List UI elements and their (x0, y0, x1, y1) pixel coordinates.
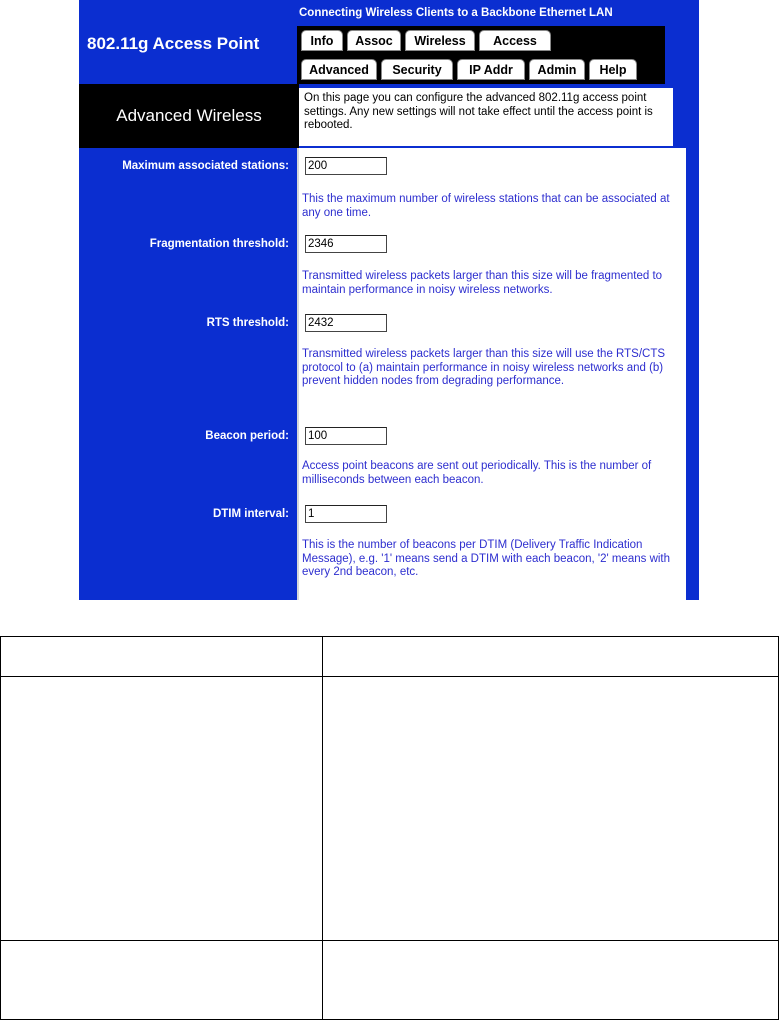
dtim-interval-desc: This is the number of beacons per DTIM (Delivery Traffic Indication Message), e.g. '1' means send a DTIM with each beacon, '2' means with every 2nd beacon, etc. (302, 539, 671, 579)
table-rule (322, 636, 323, 1020)
max-stations-input[interactable] (305, 157, 387, 175)
fragmentation-threshold-input[interactable] (305, 235, 387, 253)
dtim-interval-label: DTIM interval: (212, 508, 289, 520)
tab-wireless[interactable]: Wireless (405, 30, 475, 51)
tab-admin[interactable]: Admin (529, 59, 585, 80)
app-title: 802.11g Access Point (87, 34, 260, 53)
tab-ip-addr[interactable]: IP Addr (457, 59, 525, 80)
tab-info[interactable]: Info (301, 30, 343, 51)
access-point-config-panel (79, 0, 699, 600)
section-title-bar (79, 84, 299, 148)
rts-threshold-input[interactable] (305, 314, 387, 332)
beacon-period-desc: Access point beacons are sent out periodically. This is the number of milliseconds between each beacon. (302, 460, 652, 486)
rts-threshold-desc: Transmitted wireless packets larger than this size will use the RTS/CTS protocol to (a) maintain performance in noisy wireless networks and (b) prevent hidden nodes from degrading performance. (302, 348, 666, 388)
section-title: Advanced Wireless (116, 106, 262, 125)
max-stations-label: Maximum associated stations: (122, 160, 289, 172)
fragmentation-threshold-label: Fragmentation threshold: (149, 238, 289, 250)
beacon-period-input[interactable] (305, 427, 387, 445)
beacon-period-label: Beacon period: (205, 430, 289, 442)
fragmentation-threshold-desc: Transmitted wireless packets larger than this size will be fragmented to maintain performance in noisy wireless networks. (302, 270, 663, 296)
dtim-interval-input[interactable] (305, 505, 387, 523)
tab-access[interactable]: Access (479, 30, 551, 51)
tab-help[interactable]: Help (589, 59, 637, 80)
tab-bar (297, 26, 665, 84)
tab-security[interactable]: Security (381, 59, 453, 80)
table-rule (0, 636, 1, 1020)
section-intro: On this page you can configure the advanced 802.11g access point settings. Any new settings will not take effect until the access point is rebooted. (299, 88, 673, 146)
rts-threshold-label: RTS threshold: (206, 317, 289, 329)
table-rule (778, 636, 779, 1020)
table-rule (0, 636, 779, 637)
tab-advanced[interactable]: Advanced (301, 59, 377, 80)
max-stations-desc: This the maximum number of wireless stations that can be associated at any one time. (302, 193, 670, 219)
table-rule (0, 1019, 779, 1020)
table-rule (0, 676, 779, 677)
table-rule (0, 940, 779, 941)
tab-assoc[interactable]: Assoc (347, 30, 401, 51)
header-subtitle: Connecting Wireless Clients to a Backbone Ethernet LAN (299, 7, 613, 19)
